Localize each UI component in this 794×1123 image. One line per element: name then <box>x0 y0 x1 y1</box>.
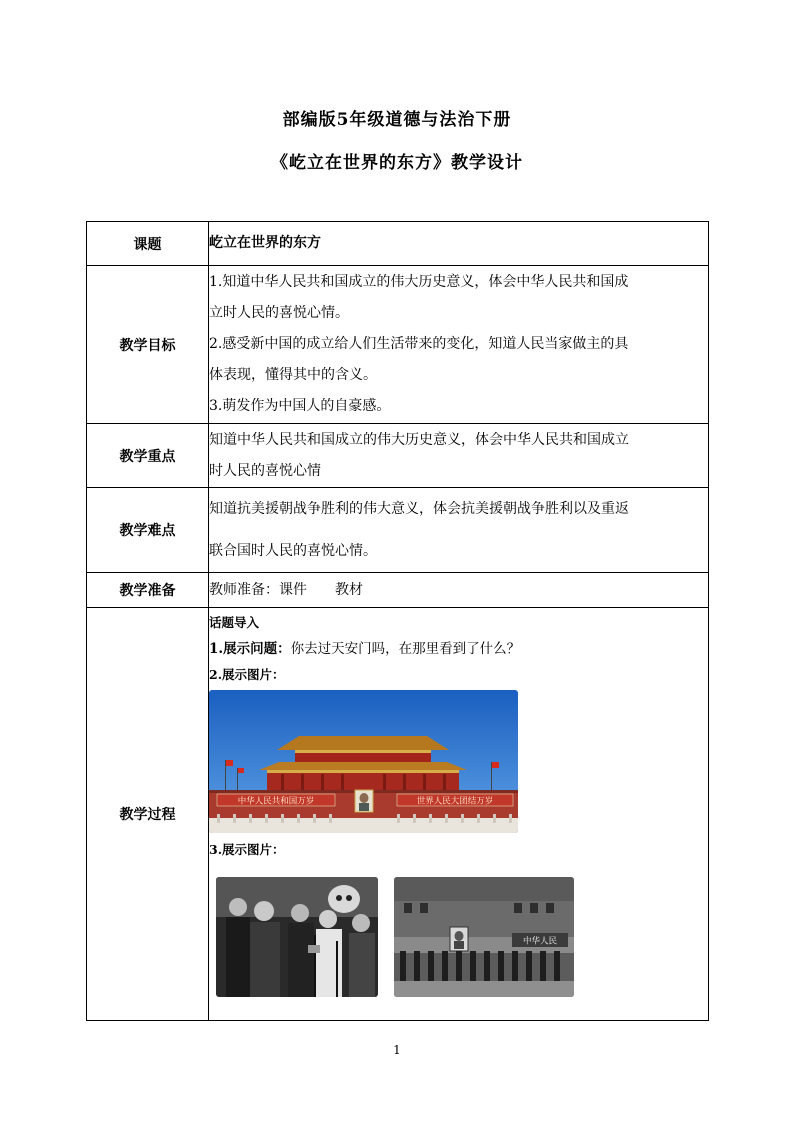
step-1-label: 1.展示问题： <box>209 641 291 657</box>
banner-right-text: 世界人民大团结万岁 <box>416 796 494 807</box>
lesson-plan-table <box>86 221 709 1021</box>
page-number: 1 <box>393 1043 401 1057</box>
table-row-process <box>87 608 709 1021</box>
table-row-topic <box>87 222 709 266</box>
key-points-line: 时人民的喜悦心情 <box>209 462 321 479</box>
topic-value: 屹立在世界的东方 <box>209 222 709 266</box>
process-step-2: 2.展示图片： <box>209 667 285 682</box>
objectives-line: 2.感受新中国的成立给人们生活带来的变化，知道人民当家做主的具 <box>209 336 629 352</box>
military-parade-photo <box>394 877 574 997</box>
founding-ceremony-photo <box>216 877 378 997</box>
row-label-preparation: 教学准备 <box>87 573 209 608</box>
key-points-content <box>209 424 709 488</box>
row-label-key-points: 教学重点 <box>87 424 209 488</box>
difficulties-content <box>209 488 709 573</box>
objectives-line: 立时人民的喜悦心情。 <box>209 305 349 321</box>
row-label-objectives: 教学目标 <box>87 266 209 424</box>
objectives-line: 1.知道中华人民共和国成立的伟大历史意义，体会中华人民共和国成 <box>209 274 629 290</box>
historic-photos <box>209 877 708 997</box>
preparation-value: 教师准备：课件 教材 <box>209 573 709 608</box>
objectives-content <box>209 266 709 424</box>
table-row-difficulties <box>87 488 709 573</box>
difficulties-line: 知道抗美援朝战争胜利的伟大意义，体会抗美援朝战争胜利以及重返 <box>209 501 629 517</box>
step-1-text: 你去过天安门吗，在那里看到了什么？ <box>290 641 521 657</box>
document-title: 部编版5年级道德与法治下册 <box>282 110 512 130</box>
table-row-preparation <box>87 573 709 608</box>
difficulties-line: 联合国时人民的喜悦心情。 <box>209 543 377 559</box>
parade-banner-text: 中华人民 <box>522 936 558 947</box>
key-points-line: 知道中华人民共和国成立的伟大历史意义，体会中华人民共和国成立 <box>209 431 629 448</box>
process-step-3: 3.展示图片： <box>209 842 285 857</box>
table-row-objectives <box>87 266 709 424</box>
row-label-topic: 课题 <box>87 222 209 266</box>
table-row-key-points <box>87 424 709 488</box>
process-content <box>209 608 709 1021</box>
objectives-line: 体表现，懂得其中的含义。 <box>209 367 377 383</box>
tiananmen-gate-photo <box>209 690 518 833</box>
objectives-line: 3.萌发作为中国人的自豪感。 <box>209 398 391 414</box>
row-label-process: 教学过程 <box>87 608 209 1021</box>
banner-left-text: 中华人民共和国万岁 <box>237 796 315 807</box>
process-step-1 <box>209 636 708 662</box>
document-subtitle: 《屹立在世界的东方》教学设计 <box>271 153 523 173</box>
row-label-difficulties: 教学难点 <box>87 488 209 573</box>
process-heading: 话题导入 <box>209 615 260 630</box>
